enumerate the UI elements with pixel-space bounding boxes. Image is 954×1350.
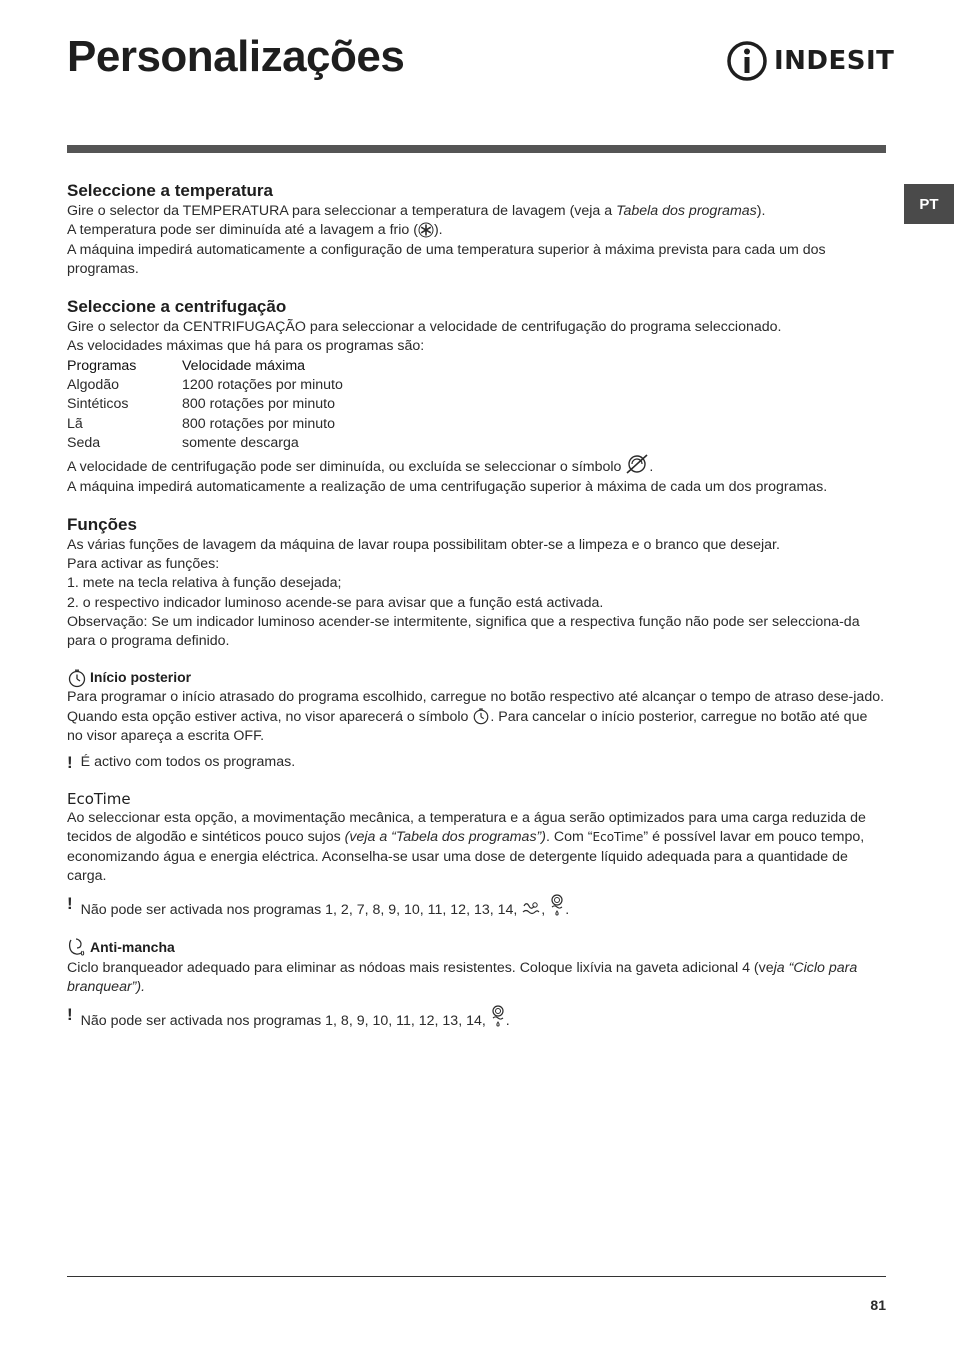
table-cell: Sintéticos [67,396,129,413]
text: . Com “ [546,829,593,846]
table-cell: 800 rotações por minuto [182,415,336,432]
table-cell: 1200 rotações por minuto [182,377,343,394]
spin-section [67,296,887,497]
text: Para programar o início atrasado do programa escolhido, carregue no botão respectivo até alcançar o tempo de atraso dese-jado. Quando esta opção estiver activa, no visor aparecerá o símbolo [67,688,885,725]
functions-line-1: As várias funções de lavagem da máquina de lavar roupa possibilitam obter-se a limpeza e o branco que desejar. [67,536,780,553]
ecotime-title [67,790,887,809]
text: . [505,1013,510,1030]
functions-step-1: 1. mete na tecla relativa à função desejada; [67,575,342,592]
note-text [81,1005,510,1031]
text: ” é possível lavar em pouco tempo, economizando água e energia eléctrica. Aconselha-se usar uma dose de detergente líquido adequada para a quantidade de carga. [67,829,865,885]
temperature-line-3: A máquina impedirá automaticamente a configuração de uma temperatura superior à máxima prevista para cada um dos programas. [67,241,826,277]
bleach-icon [549,894,565,918]
text-italic: Tabela dos programas [616,203,757,219]
table-cell: Lã [67,415,83,432]
wool-icon [521,900,541,918]
ecotime-text [67,809,887,886]
table-row [67,376,343,395]
ecotime-inline-logo: EcoTime [592,830,644,845]
temperature-section [67,180,887,279]
warning-icon: ! [67,894,73,914]
functions-step-2: 2. o respectivo indicador luminoso acende-se para avisar que a função está activada. [67,594,604,611]
spin-line-2: As velocidades máximas que há para os programas são: [67,338,425,355]
delayed-start-note [67,753,887,772]
spin-line-1: Gire o selector da CENTRIFUGAÇÃO para seleccionar a velocidade de centrifugação do programa seleccionado. [67,319,782,336]
anti-stain-text [67,959,887,998]
text: . [649,459,654,476]
text: ). [756,203,766,219]
table-cell: Seda [67,434,101,451]
warning-icon: ! [67,1005,73,1025]
text: A velocidade de centrifugação pode ser diminuída, ou excluída se seleccionar o símbolo [67,459,626,476]
page-number: 81 [870,1297,886,1313]
page-title: Personalizações [67,32,405,81]
snowflake-icon [418,222,434,238]
table-header: Velocidade máxima [182,357,306,374]
text: . Para cancelar o início posterior, carregue no botão até que no visor apareça a escrita OFF. [67,708,868,745]
spin-line-4: A máquina impedirá automaticamente a realização de uma centrifugação superior à máxima de cada um dos programas. [67,478,828,495]
note-text [81,894,569,920]
delayed-start-text [67,688,887,747]
bleach-icon [490,1005,506,1029]
spin-line-3 [67,453,887,477]
anti-stain-label: Anti-mancha [90,938,175,955]
timer-icon [472,707,490,725]
temperature-line-1 [67,202,887,221]
note-text: É activo com todos os programas. [80,753,296,770]
text: Não pode ser activada nos programas 1, 8, 9, 10, 11, 12, 13, 14, [80,1013,490,1030]
functions-section [67,514,887,1032]
text: Ciclo branqueador adequado para eliminar as nódoas mais resistentes. Coloque lixívia na gaveta adicional 4 (ve [67,959,774,976]
table-row [67,434,343,453]
spin-heading: Seleccione a centrifugação [67,297,287,317]
anti-stain-title [67,937,887,959]
table-row [67,395,343,414]
ecotime-note [67,894,887,920]
footer-rule [67,1276,886,1277]
delayed-start-label: Início posterior [90,668,192,685]
text: . [565,902,570,919]
brand-logo [726,40,894,82]
table-cell: somente descarga [182,434,299,451]
ecotime-logo: EcoTime [67,789,131,808]
indesit-i-icon [726,40,768,82]
table-row [67,415,343,434]
text: A temperatura pode ser diminuída até a lavagem a frio ( [67,222,418,239]
functions-line-2: Para activar as funções: [67,556,220,573]
delayed-start-title [67,668,887,688]
text-italic: ja “Ciclo para branquear”). [67,959,858,995]
text: , [541,902,550,919]
spin-speed-table [67,357,343,453]
stain-icon [67,937,87,959]
text: Não pode ser activada nos programas 1, 2, 7, 8, 9, 10, 11, 12, 13, 14, [80,902,522,919]
header-rule [67,145,886,153]
language-tab: PT [904,184,954,224]
warning-icon: ! [67,752,73,772]
table-cell: 800 rotações por minuto [182,396,336,413]
brand-name: INDESIT [774,46,895,76]
text-italic: (veja a “Tabela dos programas”) [344,829,546,846]
table-cell: Algodão [67,377,120,394]
temperature-line-2 [67,221,887,240]
temperature-heading: Seleccione a temperatura [67,181,273,200]
functions-heading: Funções [67,514,137,534]
text: ). [433,222,443,239]
page-content [67,180,887,1032]
text: Gire o selector da TEMPERATURA para seleccionar a temperatura de lavagem (veja a [67,203,617,219]
table-header: Programas [67,357,137,374]
functions-observation: Observação: Se um indicador luminoso acender-se intermitente, significa que a respectiva função não pode ser selecciona-da para o programa definido. [67,614,860,650]
table-header-row [67,357,343,376]
no-spin-icon [625,453,649,475]
text: Ao seleccionar esta opção, a movimentação mecânica, a temperatura e a água serão optimizados para uma carga reduzida de tecidos de algodão e sintéticos pouco sujos [67,810,866,846]
anti-stain-note [67,1005,887,1031]
timer-icon [67,668,87,688]
